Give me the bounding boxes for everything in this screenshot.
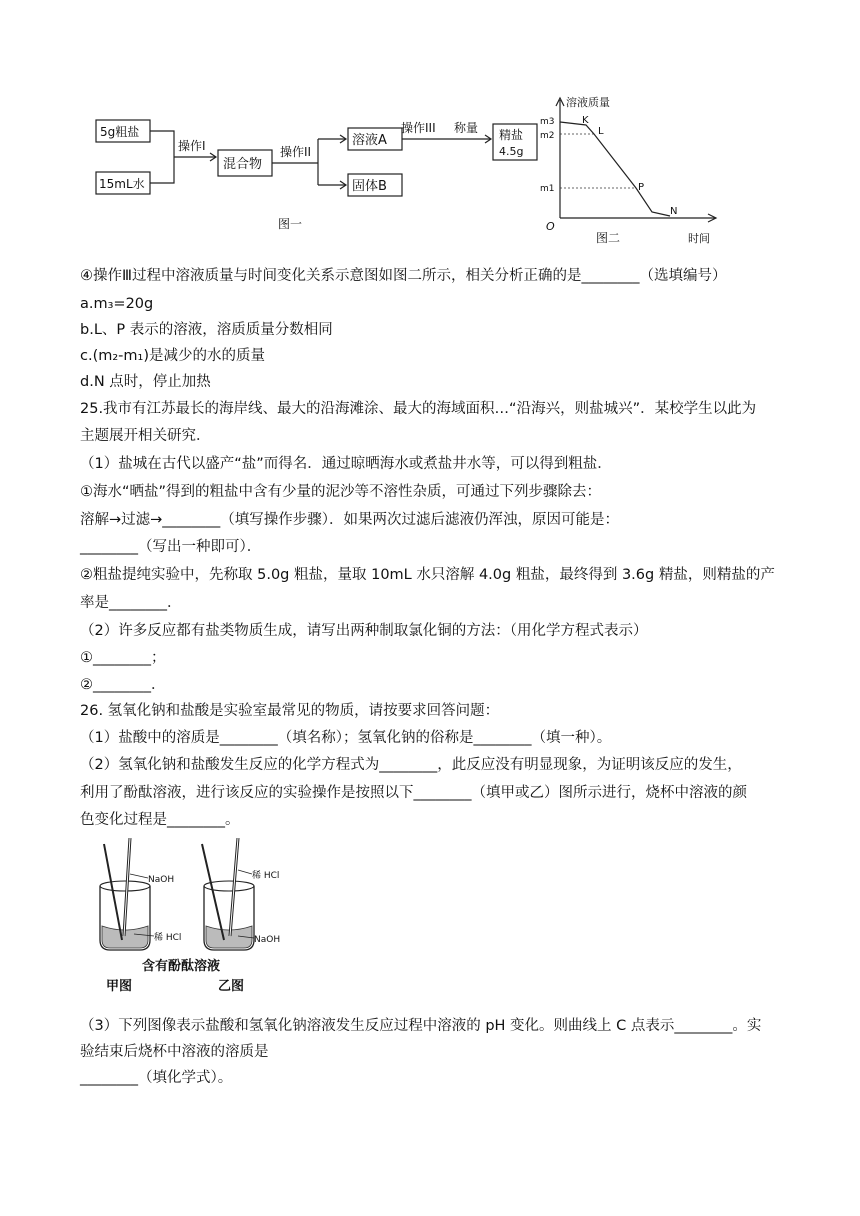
text-line-10: 溶解→过滤→________（填写操作步骤）．如果两次过滤后滤液仍浑浊，原因可能是：: [80, 512, 620, 528]
common-solution-label: 含有酚酞溶液: [142, 959, 221, 974]
text-line-23: 验结束后烧杯中溶液的溶质是: [80, 1044, 269, 1060]
text-line-3: b.L、P 表示的溶液，溶质质量分数相同: [80, 322, 333, 338]
right-beaker-label: NaOH: [254, 935, 281, 945]
text-line-18: （1）盐酸中的溶质是________（填名称）；氢氧化钠的俗称是________（填一种）。: [80, 730, 612, 746]
point-n: N: [670, 206, 678, 217]
mass-curve: [560, 122, 670, 216]
label-op2: 操作II: [280, 145, 312, 159]
text-line-7: 主题展开相关研究．: [80, 428, 211, 444]
caption-left-figure: 甲图: [106, 979, 133, 994]
text-line-24: ________（填化学式）。: [80, 1070, 233, 1086]
text-line-14: （2）许多反应都有盐类物质生成，请写出两种制取氯化铜的方法：（用化学方程式表示）: [80, 623, 648, 639]
tick-m3: m3: [540, 117, 555, 127]
point-l: L: [598, 126, 604, 137]
figure-1-flow-diagram: [88, 112, 538, 237]
origin-label: O: [546, 220, 555, 233]
box-solid-b: 固体B: [352, 179, 387, 194]
box-refined-mass: 4.5g: [499, 145, 524, 158]
point-p: P: [638, 182, 645, 193]
text-line-8: （1）盐城在古代以盛产“盐”而得名．通过晾晒海水或煮盐井水等，可以得到粗盐．: [80, 456, 612, 472]
text-line-15: ①________；: [80, 650, 166, 666]
text-line-1: ④操作Ⅲ过程中溶液质量与时间变化关系示意图如图二所示，相关分析正确的是________（选填编号）: [80, 268, 727, 284]
y-axis-label: 溶液质量: [566, 96, 610, 109]
text-line-12: ②粗盐提纯实验中，先称取 5.0g 粗盐，量取 10mL 水只溶解 4.0g 粗盐，最终得到 3.6g 精盐，则精盐的产: [80, 567, 775, 583]
text-line-9: ①海水“晒盐”得到的粗盐中含有少量的泥沙等不溶性杂质，可通过下列步骤除去：: [80, 484, 602, 500]
box-solution-a: 溶液A: [352, 133, 387, 148]
left-beaker: [100, 838, 150, 950]
text-line-6: 25.我市有江苏最长的海岸线、最大的沿海滩涂、最大的海域面积…“沿海兴，则盐城兴”．某校学生以此为: [80, 401, 757, 417]
text-line-5: d.N 点时，停止加热: [80, 374, 211, 390]
tick-m1: m1: [540, 184, 555, 194]
figure-3-beakers: [88, 838, 298, 998]
figure-2-chart: [538, 92, 728, 250]
text-line-19: （2）氢氧化钠和盐酸发生反应的化学方程式为________，此反应没有明显现象，为证明该反应的发生，: [80, 757, 742, 773]
text-line-17: 26. 氢氧化钠和盐酸是实验室最常见的物质，请按要求回答问题：: [80, 703, 500, 719]
x-axis-label: 时间: [688, 232, 710, 245]
figure-1-caption: 图一: [278, 217, 303, 231]
box-water: 15mL水: [99, 177, 145, 191]
label-op3: 操作III: [401, 121, 436, 135]
text-line-11: ________（写出一种即可）．: [80, 539, 262, 555]
text-line-20: 利用了酚酞溶液，进行该反应的实验操作是按照以下________（填甲或乙）图所示进行，烧杯中溶液的颜: [80, 785, 747, 801]
box-mixture: 混合物: [223, 157, 263, 172]
label-op1: 操作I: [178, 139, 206, 153]
label-weigh: 称量: [454, 121, 479, 135]
right-beaker: [202, 838, 254, 950]
box-crude-salt: 5g粗盐: [100, 125, 140, 139]
left-beaker-label: 稀 HCl: [154, 933, 182, 943]
left-dropper-label: NaOH: [148, 875, 175, 885]
caption-right-figure: 乙图: [218, 979, 245, 994]
text-line-13: 率是________．: [80, 595, 182, 611]
text-line-21: 色变化过程是________。: [80, 812, 240, 828]
text-line-2: a.m₃=20g: [80, 296, 154, 312]
text-line-4: c.(m₂-m₁)是减少的水的质量: [80, 348, 266, 364]
figure-2-caption: 图二: [596, 231, 621, 245]
tick-m2: m2: [540, 131, 555, 141]
text-line-16: ②________．: [80, 677, 166, 693]
right-dropper-label: 稀 HCl: [252, 871, 280, 881]
box-refined-salt: 精盐: [499, 128, 524, 142]
point-k: K: [582, 115, 589, 126]
text-line-22: （3）下列图像表示盐酸和氢氧化钠溶液发生反应过程中溶液的 pH 变化。则曲线上 C 点表示________。实: [80, 1018, 762, 1034]
